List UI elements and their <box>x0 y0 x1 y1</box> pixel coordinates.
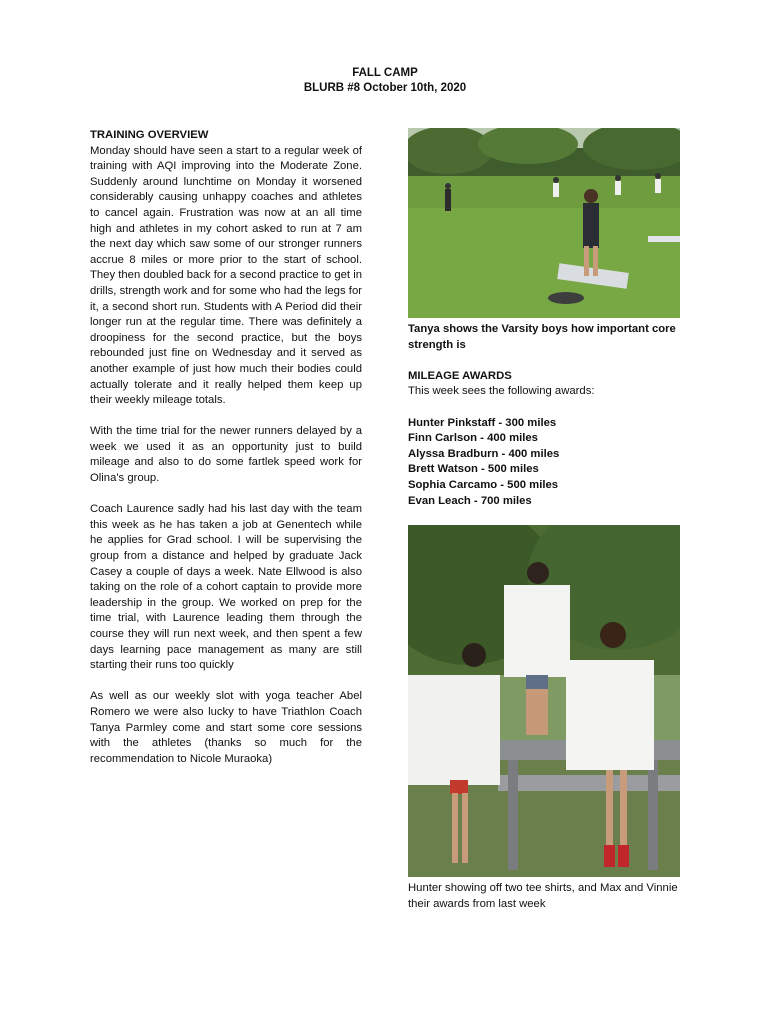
training-paragraph-2: With the time trial for the newer runners delayed by a week we used it as an opportunity just to build mileage and also to do some fartlek speed work for Olina's group. <box>90 425 362 485</box>
awards-photo <box>408 525 680 877</box>
page-header <box>0 66 770 96</box>
page-subtitle: BLURB #8 October 10th, 2020 <box>303 82 467 94</box>
core-session-image <box>408 128 680 318</box>
training-column <box>90 128 362 767</box>
award-item: Evan Leach - 700 miles <box>408 494 532 507</box>
training-paragraph-3: Coach Laurence sadly had his last day with the team this week as he has taken a job at Genentech while he applies for Grad school. I will be supervising the group from a distance and helped by graduate Jack Casey a couple of days a week. Nate Ellwood is also taking on the role of a cohort captain to provide more leadership in the group. We worked on prep for the time trial, with Laurence leading them through the course they will run next week, and then spent a few days learning pace management as many are still starting their runs too quickly <box>90 503 362 672</box>
awards-image <box>408 525 680 877</box>
training-paragraph-1: Monday should have seen a start to a regular week of training with AQI improving into the Moderate Zone. Suddenly around lunchtime on Monday it worsened considerably causing unhappy coaches and athletes to cancel again. Frustration was now at an all time high and athletes in my cohort asked to run at 7 am the next day which saw some of our stronger runners accrue 8 miles or more prior to the start of school. They then doubled back for a second practice to get in drills, strength work and for some who had the legs for it, a second short run. Students with A Period did their longer run at the regular time. There was definitely a droopiness for the second practice, but the boys rebounded just fine on Wednesday and it served as another example of just how much their bodies could actually tolerate and it really helped them keep up their weekly mileage totals. <box>90 144 362 407</box>
mileage-heading: MILEAGE AWARDS <box>408 369 512 382</box>
training-paragraph-4: As well as our weekly slot with yoga teacher Abel Romero we were also lucky to have Triathlon Coach Tanya Parmley come and start some core sessions with the athletes (thanks so much for the recommendation to Nicole Muraoka) <box>90 690 362 765</box>
mileage-intro: This week sees the following awards: <box>408 385 595 398</box>
right-column <box>408 128 682 912</box>
awards-list <box>408 416 682 510</box>
training-heading: TRAINING OVERVIEW <box>90 129 209 141</box>
award-item: Alyssa Bradburn - 400 miles <box>408 447 560 460</box>
award-item: Finn Carlson - 400 miles <box>408 432 538 445</box>
awards-caption: Hunter showing off two tee shirts, and Max and Vinnie their awards from last week <box>408 882 678 910</box>
award-item: Sophia Carcamo - 500 miles <box>408 478 559 491</box>
award-item: Hunter Pinkstaff - 300 miles <box>408 416 557 429</box>
award-item: Brett Watson - 500 miles <box>408 463 539 476</box>
core-session-photo <box>408 128 680 318</box>
page-title: FALL CAMP <box>352 67 418 79</box>
core-session-caption: Tanya shows the Varsity boys how important core strength is <box>408 323 676 351</box>
